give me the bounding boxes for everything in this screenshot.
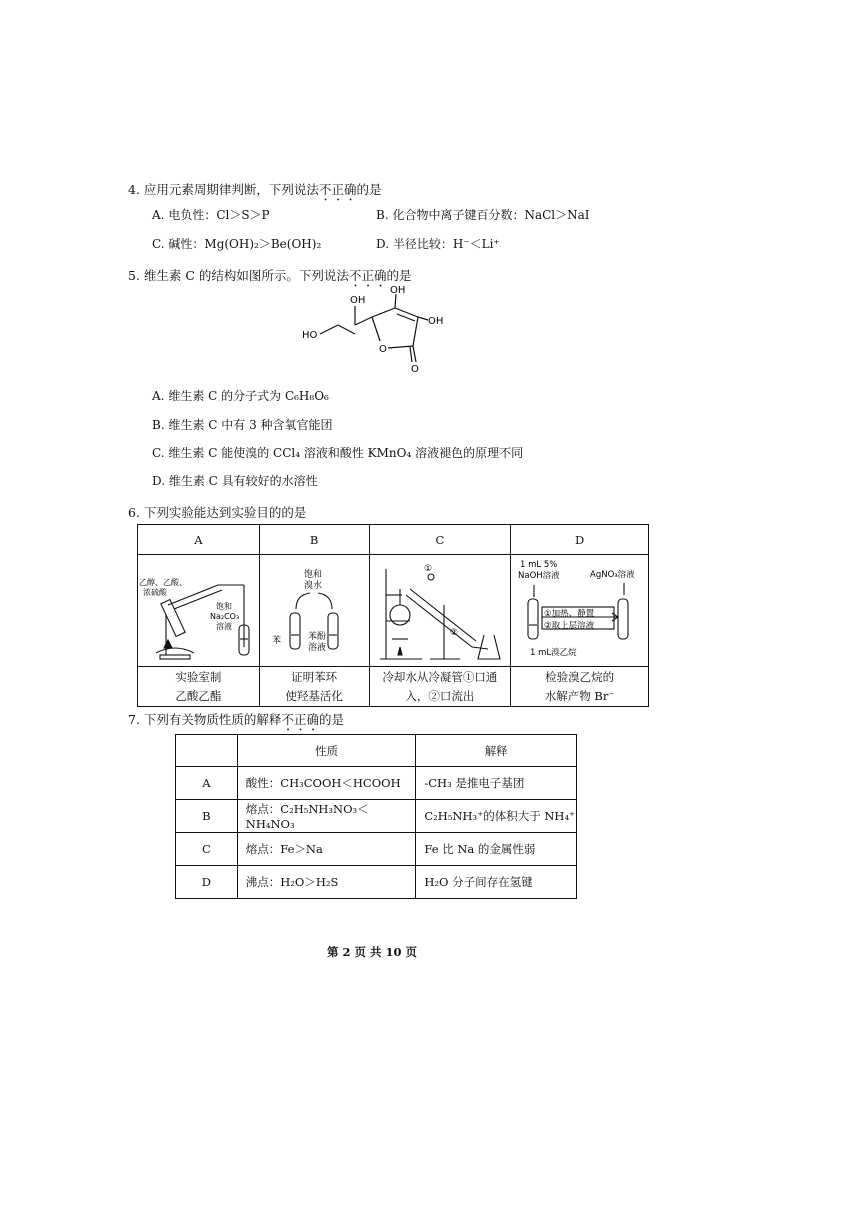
- option-label: C.: [152, 446, 165, 460]
- q7-stem-emphasis: 不正确: [281, 712, 319, 727]
- q6-diagram-d: [511, 555, 649, 667]
- q6-header-b: B: [259, 525, 369, 555]
- q4-stem-text: 应用元素周期律判断，下列说法: [143, 182, 319, 197]
- diagram-label: NaOH溶液: [517, 571, 560, 581]
- row-label: D: [176, 866, 238, 899]
- q4-stem: [128, 180, 381, 204]
- page-footer: 第 2 页 共 10 页: [327, 945, 418, 959]
- q6-caption-b: [259, 667, 369, 707]
- diagram-label: 1 mL 5%: [519, 560, 557, 570]
- caption-line: 证明苯环: [291, 669, 338, 684]
- q4-option-d[interactable]: [376, 235, 500, 252]
- row-explanation: H₂O 分子间存在氢键: [416, 866, 577, 899]
- option-text: 电负性：Cl＞S＞P: [168, 208, 270, 222]
- option-label: D.: [376, 237, 390, 251]
- row-explanation: -CH₃ 是推电子基团: [416, 767, 577, 800]
- port-label: ①: [423, 564, 432, 574]
- q7-table: [175, 734, 577, 899]
- table-row: [176, 800, 577, 833]
- port-label: ②: [449, 628, 458, 638]
- q6-diagram-a: [138, 555, 260, 667]
- diagram-label: AgNO₃溶液: [589, 570, 635, 580]
- q6-stem-text: 下列实验能达到实验目的的是: [143, 505, 307, 520]
- q7-stem: [128, 710, 344, 734]
- distillation-apparatus: [370, 555, 510, 663]
- esterification-apparatus: [138, 555, 258, 663]
- q5-stem-emphasis: 不正确: [348, 268, 387, 283]
- structure-label: O: [379, 344, 387, 355]
- option-label: A.: [152, 389, 165, 403]
- q4-stem-emphasis: 不正确: [318, 182, 357, 197]
- caption-line: 使羟基活化: [285, 688, 343, 703]
- table-row: [176, 833, 577, 866]
- option-label: B.: [152, 418, 165, 432]
- q4-option-b[interactable]: [376, 206, 590, 223]
- q6-header-d: D: [511, 525, 649, 555]
- q6-number: 6.: [128, 505, 140, 520]
- diagram-label: ②取上层溶液: [543, 621, 594, 631]
- option-label: D.: [152, 474, 166, 488]
- diagram-label: 溶液: [308, 643, 327, 653]
- q6-table: [137, 524, 649, 707]
- option-text: 化合物中离子键百分数：NaCl＞NaI: [392, 208, 590, 222]
- q4-option-c[interactable]: [152, 235, 321, 252]
- q7-number: 7.: [128, 712, 140, 727]
- structure-label: HO: [302, 330, 318, 341]
- caption-line: 乙酸乙酯: [175, 688, 222, 703]
- option-label: B.: [376, 208, 389, 222]
- q7-stem-end: 的是: [318, 712, 344, 727]
- diagram-label: ①加热、静置: [543, 609, 594, 619]
- diagram-label: 浓硫酸: [143, 588, 168, 597]
- structure-label: OH: [428, 316, 444, 327]
- diagram-label: Na₂CO₃: [210, 612, 240, 621]
- row-label: A: [176, 767, 238, 800]
- q6-caption-d: [511, 667, 649, 707]
- bromine-water-test: [260, 555, 368, 663]
- row-property: 熔点：C₂H₅NH₃NO₃＜NH₄NO₃: [237, 800, 416, 833]
- q5-option-b[interactable]: [152, 416, 333, 433]
- table-row: [176, 866, 577, 899]
- caption-line: 实验室制: [175, 669, 222, 684]
- caption-line: 冷却水从冷凝管①口通: [382, 669, 498, 684]
- row-explanation: Fe 比 Na 的金属性弱: [416, 833, 577, 866]
- row-label: C: [176, 833, 238, 866]
- diagram-label: 苯: [272, 636, 282, 646]
- row-property: 沸点：H₂O＞H₂S: [237, 866, 416, 899]
- diagram-label: 1 mL溴乙烷: [529, 648, 577, 658]
- q5-option-d[interactable]: [152, 472, 318, 489]
- q7-header-blank: [176, 735, 238, 767]
- row-property: 熔点：Fe＞Na: [237, 833, 416, 866]
- diagram-label: 饱和: [304, 570, 323, 580]
- diagram-label: 溴水: [304, 581, 323, 591]
- caption-line: 入，②口流出: [405, 688, 475, 703]
- q6-header-c: C: [369, 525, 511, 555]
- q4-option-a[interactable]: [152, 206, 270, 223]
- hydrolysis-test: [512, 555, 648, 663]
- diagram-label: 溶液: [216, 622, 233, 631]
- q4-stem-end: 的是: [356, 182, 382, 197]
- row-label: B: [176, 800, 238, 833]
- vitamin-c-structure: [300, 284, 460, 376]
- row-explanation: C₂H₅NH₃⁺的体积大于 NH₄⁺: [416, 800, 577, 833]
- q5-stem-end: 的是: [386, 268, 412, 283]
- q7-header-explanation: 解释: [416, 735, 577, 767]
- structure-label: OH: [350, 295, 366, 306]
- option-text: 维生素 C 中有 3 种含氧官能团: [168, 418, 333, 432]
- q6-caption-c: [369, 667, 511, 707]
- option-text: 维生素 C 具有较好的水溶性: [168, 474, 318, 488]
- q5-number: 5.: [128, 268, 140, 283]
- diagram-label: 苯酚: [308, 632, 327, 642]
- row-property: 酸性：CH₃COOH＜HCOOH: [237, 767, 416, 800]
- structure-label: O: [411, 364, 419, 375]
- q7-header-property: 性质: [237, 735, 416, 767]
- structure-label: OH: [390, 285, 406, 296]
- q6-diagram-c: [369, 555, 511, 667]
- option-text: 碱性：Mg(OH)₂＞Be(OH)₂: [168, 237, 322, 251]
- q6-caption-a: [138, 667, 260, 707]
- option-text: 维生素 C 能使溴的 CCl₄ 溶液和酸性 KMnO₄ 溶液褪色的原理不同: [168, 446, 524, 460]
- q7-stem-text: 下列有关物质性质的解释: [143, 712, 282, 727]
- option-label: A.: [152, 208, 165, 222]
- option-text: 维生素 C 的分子式为 C₆H₈O₆: [168, 389, 329, 403]
- caption-line: 检验溴乙烷的: [545, 669, 615, 684]
- q4-number: 4.: [128, 182, 140, 197]
- q5-option-a[interactable]: [152, 387, 329, 404]
- q6-stem: [128, 503, 306, 521]
- diagram-label: 饱和: [216, 602, 233, 611]
- option-text: 半径比较：H⁻＜Li⁺: [392, 237, 500, 251]
- table-row: [176, 767, 577, 800]
- caption-line: 水解产物 Br⁻: [544, 688, 615, 703]
- diagram-label: 乙醇、乙酸、: [139, 578, 188, 587]
- q5-stem-text: 维生素 C 的结构如图所示。下列说法: [143, 268, 349, 283]
- q5-option-c[interactable]: [152, 444, 523, 461]
- option-label: C.: [152, 237, 165, 251]
- q6-diagram-b: [259, 555, 369, 667]
- q6-header-a: A: [138, 525, 260, 555]
